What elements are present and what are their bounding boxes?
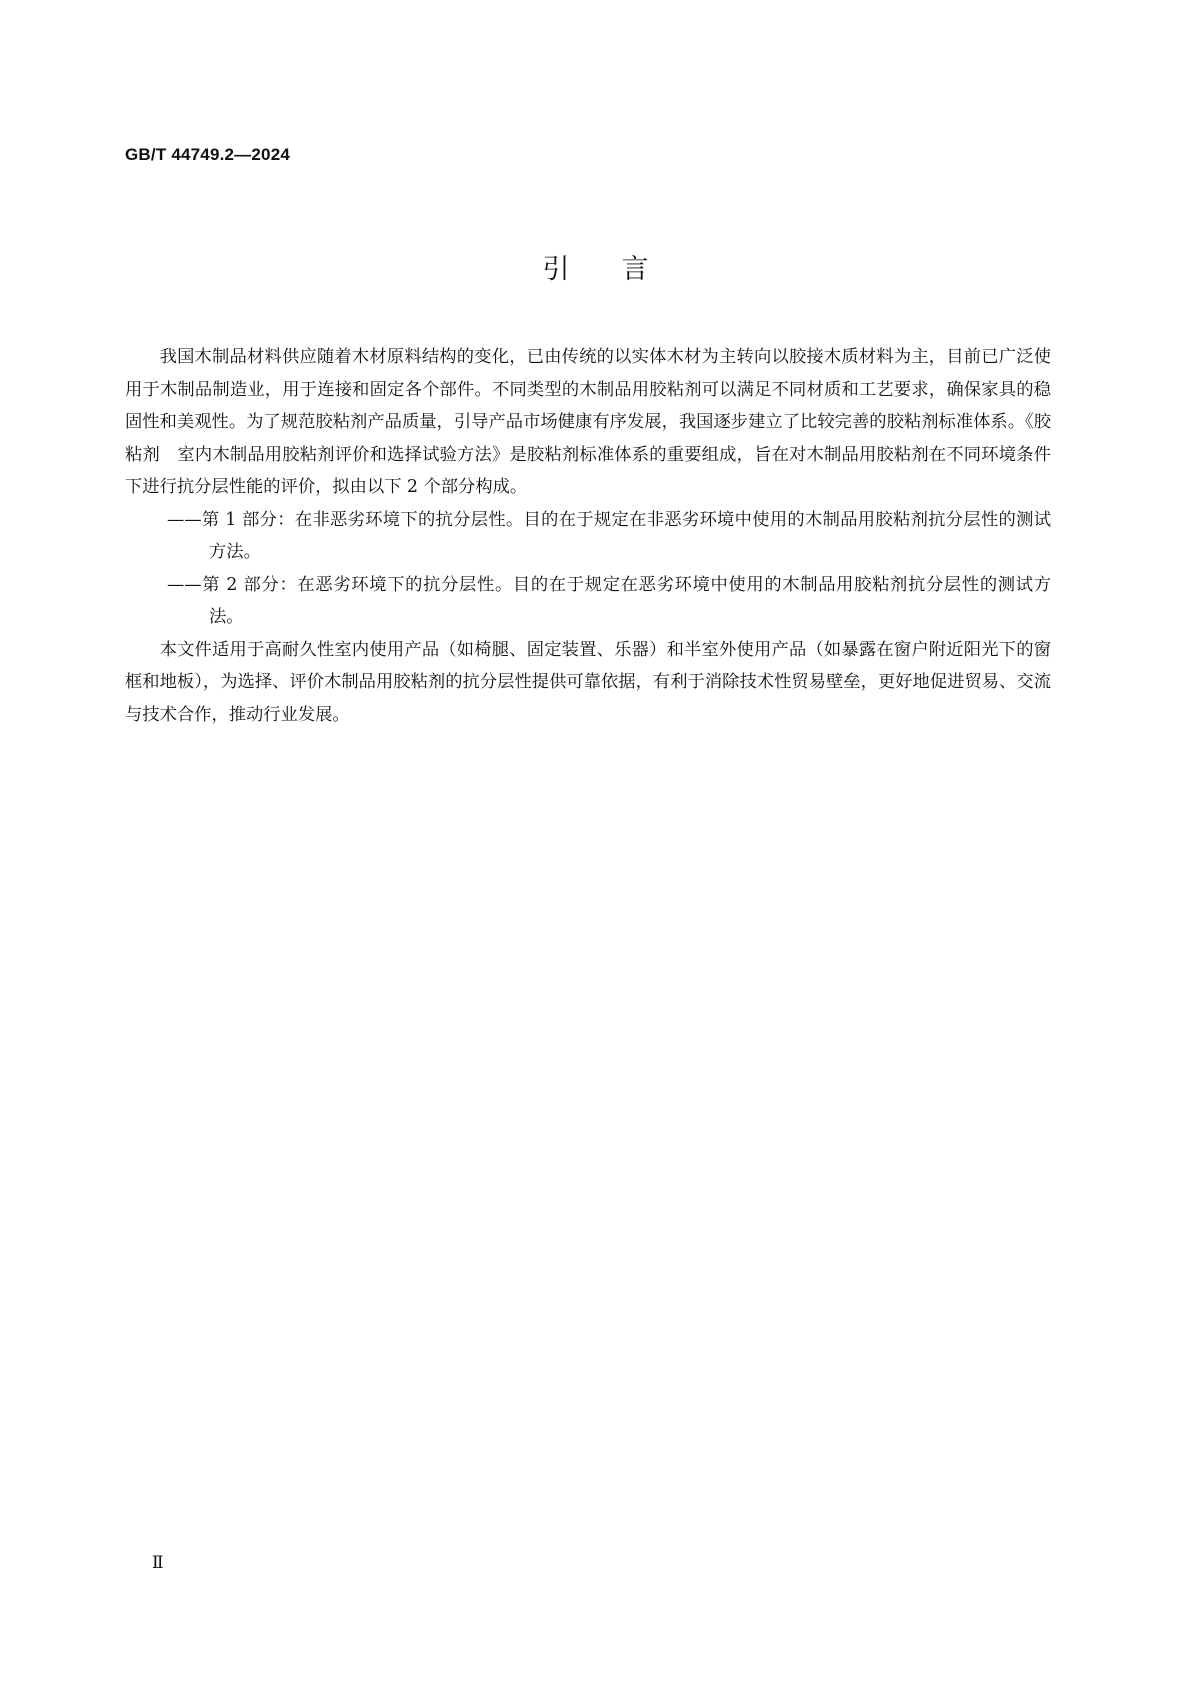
part-1-item: ——第 1 部分：在非恶劣环境下的抗分层性。目的在于规定在非恶劣环境中使用的木制品用胶粘剂抗分层性的测试方法。 <box>167 509 1051 562</box>
intro-paragraph: 我国木制品材料供应随着木材原料结构的变化，已由传统的以实体木材为主转向以胶接木质材料为主，目前已广泛使用于木制品制造业，用于连接和固定各个部件。不同类型的木制品用胶粘剂可以满足不同材质和工艺要求，确保家具的稳固性和美观性。为了规范胶粘剂产品质量，引导产品市场健康有序发展，我国逐步建立了比较完善的胶粘剂标准体系。《胶粘剂 室内木制品用胶粘剂评价和选择试验方法》是胶粘剂标准体系的重要组成，旨在对木制品用胶粘剂在不同环境条件下进行抗分层性能的评价，拟由以下 2 个部分构成。 <box>125 347 1051 497</box>
section-title: 引言 <box>542 254 701 285</box>
document-body <box>125 341 1051 731</box>
part-2-item: ——第 2 部分：在恶劣环境下的抗分层性。目的在于规定在恶劣环境中使用的木制品用胶粘剂抗分层性的测试方法。 <box>167 574 1051 627</box>
scope-paragraph: 本文件适用于高耐久性室内使用产品（如椅腿、固定装置、乐器）和半室外使用产品（如暴露在窗户附近阳光下的窗框和地板），为选择、评价木制品用胶粘剂的抗分层性提供可靠依据，有利于消除技术性贸易壁垒，更好地促进贸易、交流与技术合作，推动行业发展。 <box>125 639 1051 725</box>
page-number: Ⅱ <box>152 1553 164 1573</box>
standard-code: GB/T 44749.2—2024 <box>125 145 290 164</box>
